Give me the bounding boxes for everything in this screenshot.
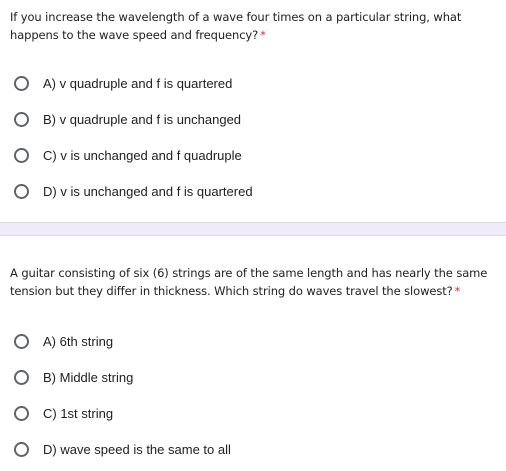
q1-option-a[interactable] — [14, 73, 232, 93]
q1-option-b-label: B) v quadruple and f is unchanged — [43, 111, 242, 127]
question-2-text: A guitar consisting of six (6) strings are of the same length and has nearly the same tension but they differ in thickness. Which string do waves travel the slowest? — [10, 266, 488, 298]
q2-option-b[interactable] — [14, 367, 133, 387]
question-1-title — [10, 8, 502, 44]
radio-button[interactable] — [14, 112, 29, 127]
q2-option-c[interactable] — [14, 403, 113, 423]
q2-option-c-label: C) 1st string — [43, 405, 114, 421]
q1-option-c[interactable] — [14, 145, 242, 165]
question-card-2 — [0, 236, 506, 471]
q1-option-d[interactable] — [14, 181, 253, 201]
radio-button[interactable] — [14, 406, 29, 421]
q1-option-d-label: D) v is unchanged and f is quartered — [43, 183, 253, 199]
section-divider — [0, 223, 506, 236]
q1-option-a-label: A) v quadruple and f is quartered — [43, 75, 233, 91]
required-asterisk: * — [260, 28, 266, 42]
q2-option-a-label: A) 6th string — [43, 333, 114, 349]
question-card-1 — [0, 0, 506, 223]
q1-option-c-label: C) v is unchanged and f quadruple — [43, 147, 242, 163]
required-asterisk: * — [454, 284, 461, 298]
q2-option-a[interactable] — [14, 331, 113, 351]
radio-button[interactable] — [14, 148, 29, 163]
q2-option-d-label: D) wave speed is the same to all — [43, 441, 231, 457]
q1-option-b[interactable] — [14, 109, 241, 129]
radio-button[interactable] — [14, 76, 29, 91]
radio-button[interactable] — [14, 442, 29, 457]
question-2-title — [10, 264, 502, 300]
radio-button[interactable] — [14, 184, 29, 199]
q2-option-b-label: B) Middle string — [43, 369, 134, 385]
radio-button[interactable] — [14, 334, 29, 349]
question-1-text: If you increase the wavelength of a wave four times on a particular string, what happens to the wave speed and frequency? — [10, 10, 462, 42]
q2-option-d[interactable] — [14, 439, 231, 459]
radio-button[interactable] — [14, 370, 29, 385]
